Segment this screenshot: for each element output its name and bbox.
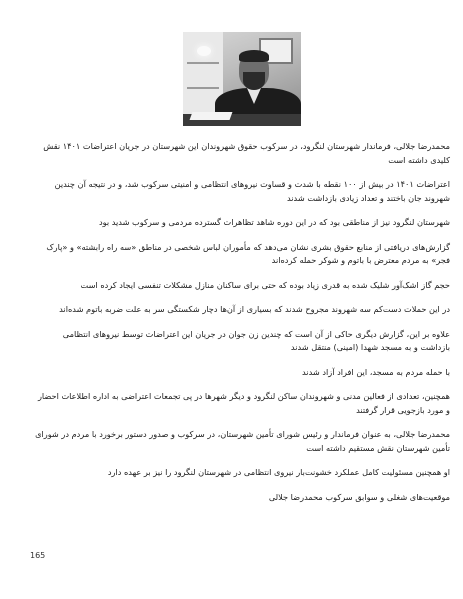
page-number: 165 (30, 551, 46, 560)
paragraph: موقعیت‌های شغلی و سوابق سرکوب محمدرضا جلالی (268, 491, 450, 502)
paragraph: محمدرضا جلالی، فرماندار شهرستان لنگرود، در سرکوب حقوق شهروندان این شهرستان در جریان اعتراضات ۱۴۰۱ نقش کلیدی داشته است (43, 141, 450, 165)
paragraph: علاوه بر این، گزارش دیگری حاکی از آن است که چندین زن جوان در جریان این اعتراضات توسط نیروهای انتظامی بازداشت و به مسجد شهدا (امینی) منتقل شدند (62, 328, 450, 352)
paragraph: محمدرضا جلالی، به عنوان فرماندار و رئیس شورای تأمین شهرستان، در سرکوب و صدور دستور برخورد با مردم در شورای تأمین شهرستان نقش مستقیم داشته است (35, 429, 450, 453)
document-body (32, 140, 450, 515)
paragraph: شهرستان لنگرود نیز از مناطقی بود که در این دوره شاهد تظاهرات گسترده مردمی و سرکوب شدید بود (98, 217, 450, 227)
paragraph: او همچنین مسئولیت کامل عملکرد خشونت‌بار نیروی انتظامی در شهرستان لنگرود را نیز بر عهده دارد (107, 467, 450, 477)
paragraph: اعتراضات ۱۴۰۱ در بیش از ۱۰۰ نقطه با شدت و قساوت نیروهای انتظامی و امنیتی سرکوب شد، و در نتیجه آن چندین شهروند جان باختند و تعداد زیادی بازداشت شدند (54, 179, 450, 203)
paragraph: در این حملات دست‌کم سه شهروند مجروح شدند که بسیاری از آن‌ها دچار شکستگی سر به علت ضربه باتوم شده‌اند (59, 304, 450, 314)
paragraph: گزارش‌های دریافتی از منابع حقوق بشری نشان می‌دهد که مأموران لباس شخصی در مناطق «سه راه رابشته» و «پارک فجر» به مردم معترض با باتوم و شوکر حمله کرده‌اند (46, 241, 450, 265)
paragraph: با حمله مردم به مسجد، این افراد آزاد شدند (302, 366, 450, 377)
portrait-photo (183, 32, 301, 126)
paragraph: همچنین، تعدادی از فعالین مدنی و شهروندان ساکن لنگرود و دیگر شهرها در پی تجمعات اعتراضی به اداره اطلاعات احضار و مورد بازجویی قرار گرفتند (37, 391, 450, 415)
paragraph: حجم گاز اشک‌آور شلیک شده به قدری زیاد بوده که حتی برای ساکنان منازل مشکلات تنفسی ایجاد کرده است (80, 279, 450, 290)
